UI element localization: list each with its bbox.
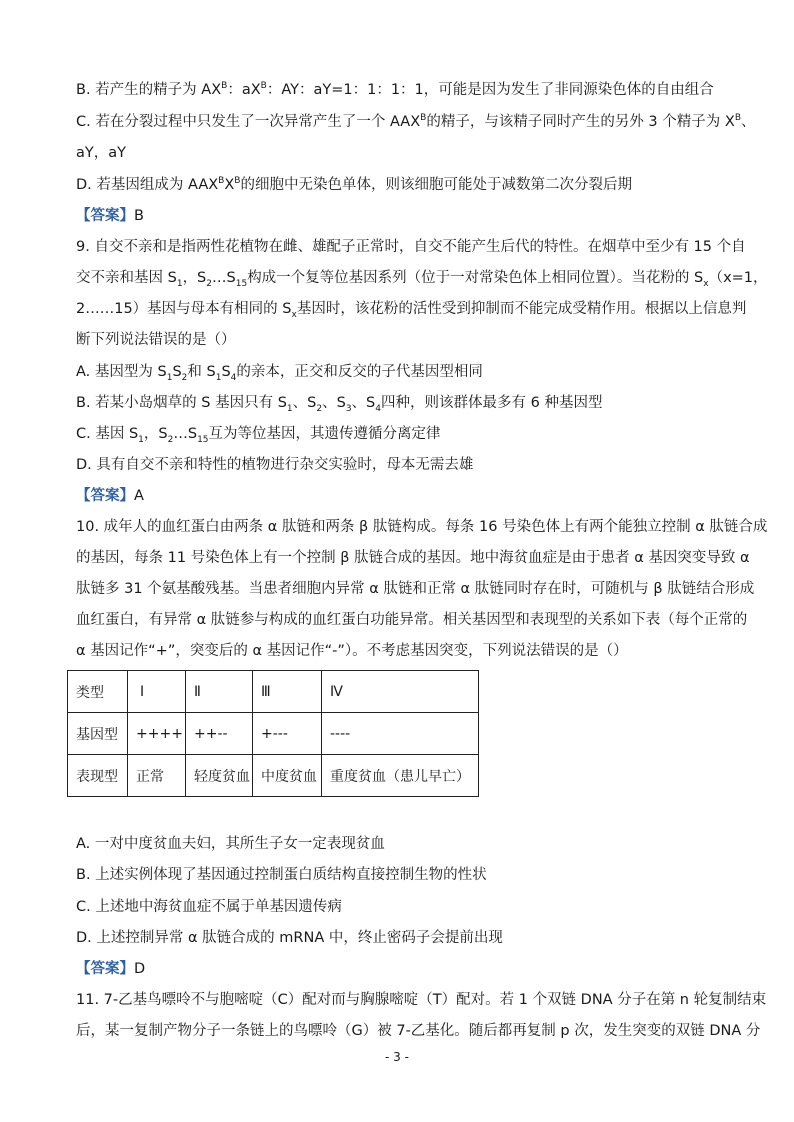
table-cell: 基因型 xyxy=(68,713,128,755)
table-cell: ---- xyxy=(322,713,479,755)
q9-stem-line-4: 断下列说法错误的是（） xyxy=(76,332,236,348)
q10-answer: 【答案】D xyxy=(76,961,146,977)
q9-option-c: C. 基因 $S_1$，$S_2\dots S_{15}$互为等位基因，其遗传遵循分离定律 xyxy=(76,426,441,445)
table-cell: 轻度贫血 xyxy=(186,755,253,797)
q10-option-c: C. 上述地中海贫血症不属于单基因遗传病 xyxy=(76,899,342,915)
q10-option-b: B. 上述实例体现了基因通过控制蛋白质结构直接控制生物的性状 xyxy=(76,867,487,883)
q10-stem-line-1: 10. 成年人的血红蛋白由两条 α 肽链和两条 β 肽链构成。每条 16 号染色体上有两个能独立控制 α 肽链合成 xyxy=(76,519,768,535)
table-cell: +--- xyxy=(253,713,322,755)
table-cell: 类型 xyxy=(68,671,128,713)
q9-option-d: D. 具有自交不亲和特性的植物进行杂交实验时，母本无需去雄 xyxy=(76,457,474,473)
q11-stem-line-1: 11. 7-乙基鸟嘌呤不与胞嘧啶（C）配对而与胸腺嘧啶（T）配对。若 1 个双链 DNA 分子在第 n 轮复制结束 xyxy=(76,992,767,1008)
q10-stem-line-4: 血红蛋白，有异常 α 肽链参与构成的血红蛋白功能异常。相关基因型和表现型的关系如下表（每个正常的 xyxy=(76,612,748,628)
q8-option-c-cont: aY，aY xyxy=(76,145,126,161)
q8-option-c: C. 若在分裂过程中只发生了一次异常产生了一个 $AAX^B$的精子，与该精子同时产生的另外 3 个精子为 $X^B$、 xyxy=(76,113,756,130)
q10-option-d: D. 上述控制异常 α 肽链合成的 mRNA 中，终止密码子会提前出现 xyxy=(76,930,503,946)
table-cell: 重度贫血（患儿早亡） xyxy=(322,755,479,797)
q10-stem-line-2: 的基因，每条 11 号染色体上有一个控制 β 肽链合成的基因。地中海贫血症是由于患者 α 基因突变导致 α xyxy=(76,550,750,566)
table-cell: 中度贫血 xyxy=(253,755,322,797)
q9-stem-line-2: 交不亲和基因 $S_1$，$S_2\dots S_{15}$构成一个复等位基因系列（位于一对常染色体上相同位置）。当花粉的 $S_x(x=1$， xyxy=(76,270,768,289)
table-row xyxy=(68,713,479,755)
table-cell: 表现型 xyxy=(68,755,128,797)
q8-option-b: B. 若产生的精子为 $AX^B$：$aX^B$：AY：aY=1：1：1：1，可能是因为发生了非同源染色体的自由组合 xyxy=(76,81,714,98)
table-cell: ++-- xyxy=(186,713,253,755)
table-cell: Ⅱ xyxy=(186,671,253,713)
q9-answer: 【答案】A xyxy=(76,488,144,504)
q10-option-a: A. 一对中度贫血夫妇，其所生子女一定表现贫血 xyxy=(76,836,385,852)
q9-stem-line-1: 9. 自交不亲和是指两性花植物在雌、雄配子正常时，自交不能产生后代的特性。在烟草中至少有 15 个自 xyxy=(76,239,746,255)
q10-stem-line-5: α 基因记作“+”，突变后的 α 基因记作“-”）。不考虑基因突变，下列说法错误的是（） xyxy=(76,643,628,659)
q9-stem-line-3: 2……15）基因与母本有相同的 $S_x$基因时，该花粉的活性受到抑制而不能完成受精作用。根据以上信息判 xyxy=(76,301,747,320)
q9-option-b: B. 若某小岛烟草的 S 基因只有 $S_1$、$S_2$、$S_3$、$S_4$四种，则该群体最多有 6 种基因型 xyxy=(76,395,603,414)
genotype-phenotype-table xyxy=(67,670,479,797)
table-cell: ++++ xyxy=(128,713,186,755)
table-row xyxy=(68,671,479,713)
q9-option-a: A. 基因型为 $S_1S_2$和 $S_1S_4$的亲本，正交和反交的子代基因型相同 xyxy=(76,364,483,383)
q8-answer: 【答案】B xyxy=(76,208,144,224)
table-cell: Ⅲ xyxy=(253,671,322,713)
q10-stem-line-3: 肽链多 31 个氨基酸残基。当患者细胞内异常 α 肽链和正常 α 肽链同时存在时，可随机与 β 肽链结合形成 xyxy=(76,581,755,597)
q8-option-d: D. 若基因组成为 $AAX^BX^B$的细胞中无染色单体，则该细胞可能处于减数第二次分裂后期 xyxy=(76,176,632,193)
page-number: - 3 - xyxy=(385,1050,409,1064)
table-row xyxy=(68,755,479,797)
q11-stem-line-2: 后，某一复制产物分子一条链上的鸟嘌呤（G）被 7-乙基化。随后都再复制 p 次，发生突变的双链 DNA 分 xyxy=(76,1023,761,1039)
table-cell: Ⅰ xyxy=(128,671,186,713)
table-cell: 正常 xyxy=(128,755,186,797)
table-cell: Ⅳ xyxy=(322,671,479,713)
